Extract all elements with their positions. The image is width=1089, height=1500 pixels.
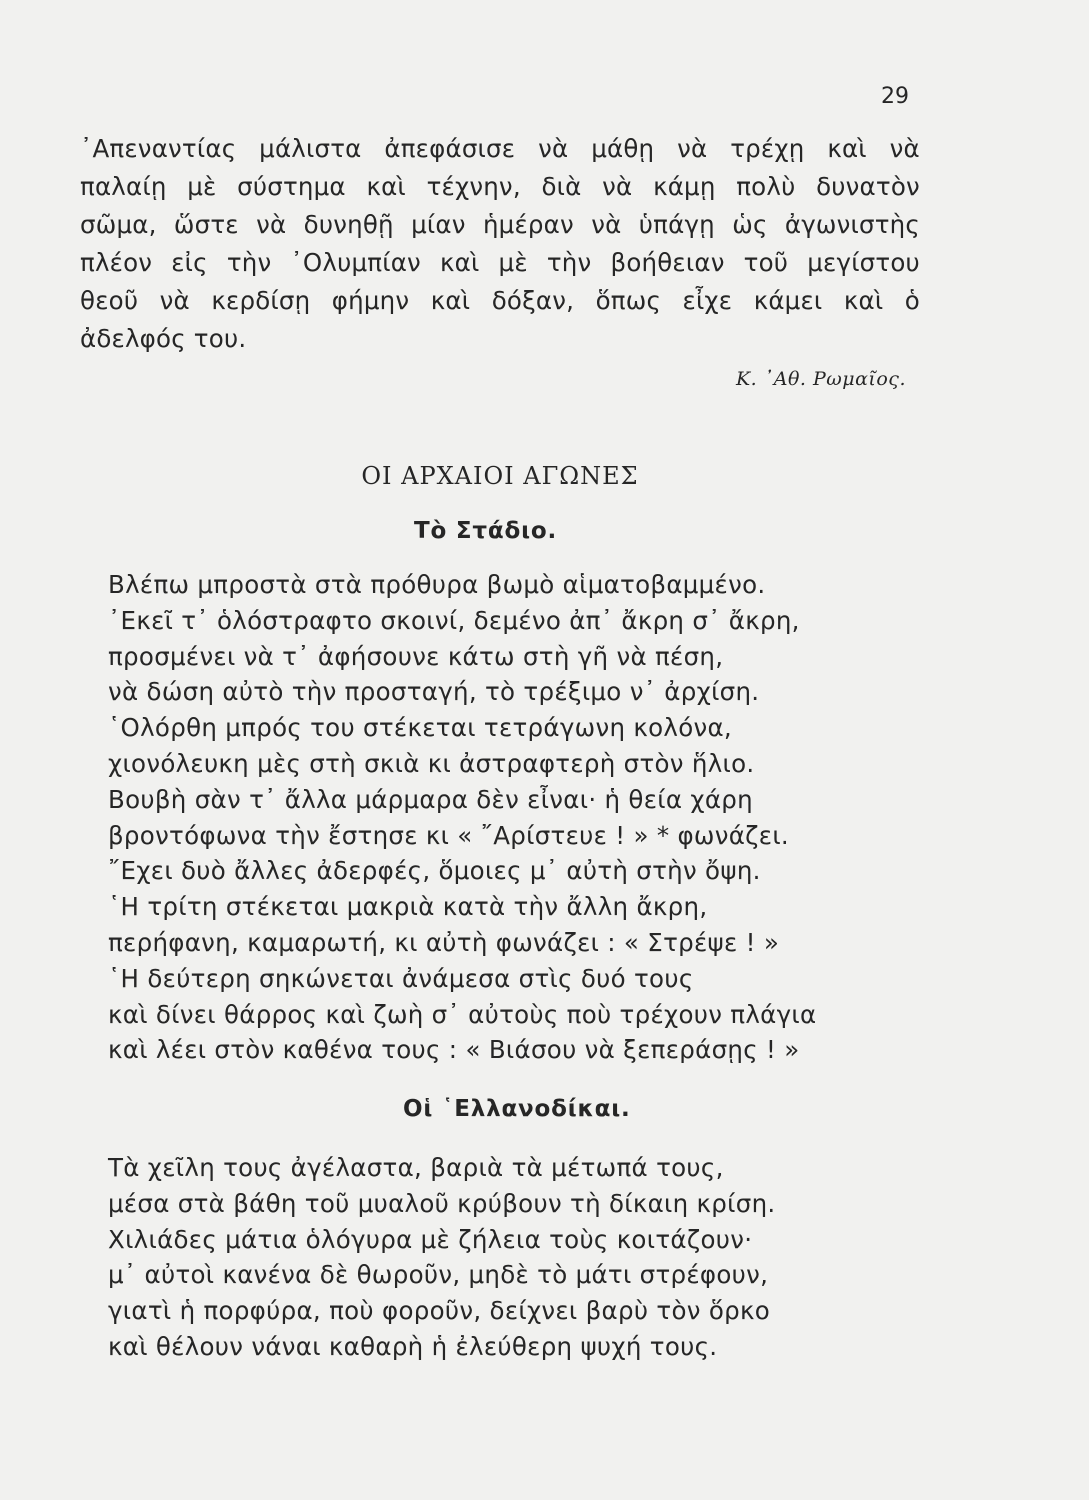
prose-word: νὰ [602, 172, 633, 201]
prose-word: ὑπάγῃ [638, 210, 715, 239]
prose-word: μάλιστα [259, 134, 362, 163]
prose-word: σῶμα, [80, 210, 157, 239]
poem-line: νὰ δώση αὐτὸ τὴν προσταγή, τὸ τρέξιμο ν᾿ ἀρχίση. [108, 677, 760, 707]
poem-line: καὶ δίνει θάρρος καὶ ζωὴ σ᾿ αὐτοὺς ποὺ τρέχουν πλάγια [108, 999, 817, 1029]
section-title: ΟΙ ΑΡΧΑΙΟΙ ΑΓΩΝΕΣ [361, 462, 639, 490]
poem-stanza [108, 567, 816, 1068]
prose-word: μεγίστου [807, 248, 920, 277]
poem-line: ῎Εχει δυὸ ἄλλες ἀδερφές, ὅμοιες μ᾿ αὐτὴ στὴν ὄψη. [108, 856, 761, 886]
poem-line: περήφανη, καμαρωτή, κι αὐτὴ φωνάζει : « Στρέψε ! » [108, 927, 780, 957]
prose-word: μὲ [498, 248, 528, 277]
prose-word: μάθῃ [591, 134, 655, 163]
prose-word: ὁ [904, 286, 920, 315]
prose-word: καὶ [827, 134, 867, 163]
poem-line: ῾Η τρίτη στέκεται μακριὰ κατὰ τὴν ἄλλη ἄκρη, [108, 892, 708, 922]
prose-word: δυνατὸν [816, 172, 920, 201]
prose-word: νὰ [256, 210, 287, 239]
poem-line: γιατὶ ἡ πορφύρα, ποὺ φοροῦν, δείχνει βαρὺ τὸν ὅρκο [108, 1296, 770, 1326]
poem-line: μέσα στὰ βάθη τοῦ μυαλοῦ κρύβουν τὴ δίκαιη κρίση. [108, 1188, 776, 1218]
prose-line [80, 282, 920, 320]
prose-word: κάμῃ [653, 172, 716, 201]
prose-word: πολὺ [736, 172, 796, 201]
prose-word: βοήθειαν [610, 248, 725, 277]
prose-paragraph [80, 130, 920, 358]
prose-word: νὰ [677, 134, 708, 163]
poem-title: Οἱ ῾Ελλανοδίκαι. [403, 1096, 631, 1122]
prose-word: ἀγωνιστὴς [784, 210, 920, 239]
prose-word: ὡς [732, 210, 768, 239]
prose-word: ἀπεφάσισε [384, 134, 516, 163]
prose-line: ἀδελφός του. [80, 324, 247, 353]
prose-word: ὅπως [595, 286, 662, 315]
prose-word: ᾿Ολυμπίαν [290, 248, 421, 277]
poem-line: ῾Η δεύτερη σηκώνεται ἀνάμεσα στὶς δυό τους [108, 963, 694, 993]
prose-word: σύστημα [237, 172, 346, 201]
prose-line [80, 244, 920, 282]
prose-word: τέχνην, [426, 172, 521, 201]
poem-line: προσμένει νὰ τ᾿ ἀφήσουνε κάτω στὴ γῆ νὰ πέση, [108, 641, 724, 671]
prose-word: τρέχῃ [730, 134, 805, 163]
prose-word: μίαν [411, 210, 466, 239]
poem-title: Τὸ Στάδιο. [414, 518, 557, 544]
prose-word: διὰ [541, 172, 582, 201]
poem-line: Τὰ χεῖλη τους ἀγέλαστα, βαριὰ τὰ μέτωπά τους, [108, 1153, 724, 1182]
prose-word: καὶ [366, 172, 406, 201]
prose-word: κάμει [753, 286, 823, 315]
author-signature: Κ. ᾿Αθ. Ρωμαῖος. [735, 368, 906, 390]
prose-word: εἶχε [682, 286, 733, 315]
prose-word: τὴν [226, 248, 272, 277]
prose-word: ᾿Απεναντίας [80, 134, 237, 163]
page-number: 29 [881, 84, 909, 109]
prose-word: θεοῦ [80, 286, 139, 315]
poem-line: μ᾿ αὐτοὶ κανένα δὲ θωροῦν, μηδὲ τὸ μάτι στρέφουν, [108, 1260, 769, 1290]
poem-line: Χιλιάδες μάτια ὁλόγυρα μὲ ζήλεια τοὺς κοιτάζουν· [108, 1224, 753, 1254]
prose-word: καὶ [440, 248, 480, 277]
poem-line: Βλέπω μπροστὰ στὰ πρόθυρα βωμὸ αἱματοβαμμένο. [108, 570, 766, 599]
poem-line: ᾿Εκεῖ τ᾿ ὁλόστραφτο σκοινί, δεμένο ἀπ᾿ ἄκρη σ᾿ ἄκρη, [108, 605, 800, 635]
poem-line: Βουβὴ σὰν τ᾿ ἄλλα μάρμαρα δὲν εἶναι· ἡ θεία χάρη [108, 784, 753, 814]
prose-word: πλέον [80, 248, 153, 277]
prose-word: δυνηθῇ [303, 210, 394, 239]
prose-word: νὰ [591, 210, 622, 239]
prose-word: τὴν [546, 248, 592, 277]
prose-line [80, 206, 920, 244]
prose-line [80, 168, 920, 206]
prose-word: νὰ [159, 286, 190, 315]
poem-stanza [108, 1150, 775, 1365]
prose-word: μὲ [187, 172, 217, 201]
prose-word: ὥστε [173, 210, 239, 239]
prose-word: νὰ [538, 134, 569, 163]
prose-word: παλαίῃ [80, 172, 167, 201]
prose-word: εἰς [171, 248, 208, 277]
poem-line: χιονόλευκη μὲς στὴ σκιὰ κι ἀστραφτερὴ στὸν ἥλιο. [108, 748, 755, 778]
prose-line [80, 130, 920, 168]
poem-line: καὶ θέλουν νάναι καθαρὴ ἡ ἐλεύθερη ψυχή τους. [108, 1331, 718, 1361]
prose-word: τοῦ [743, 248, 789, 277]
prose-word: φήμην [331, 286, 410, 315]
prose-word: νὰ [889, 134, 920, 163]
prose-word: ἡμέραν [482, 210, 574, 239]
poem-line: ῾Ολόρθη μπρός του στέκεται τετράγωνη κολόνα, [108, 713, 733, 743]
prose-word: κερδίσῃ [211, 286, 311, 315]
prose-word: δόξαν, [491, 286, 575, 315]
poem-line: καὶ λέει στὸν καθένα τους : « Βιάσου νὰ ξεπεράσῃς ! » [108, 1035, 800, 1065]
poem-line: βροντόφωνα τὴν ἔστησε κι « ῎Αρίστευε ! » * φωνάζει. [108, 820, 790, 850]
prose-word: καὶ [430, 286, 471, 315]
prose-word: καὶ [843, 286, 884, 315]
